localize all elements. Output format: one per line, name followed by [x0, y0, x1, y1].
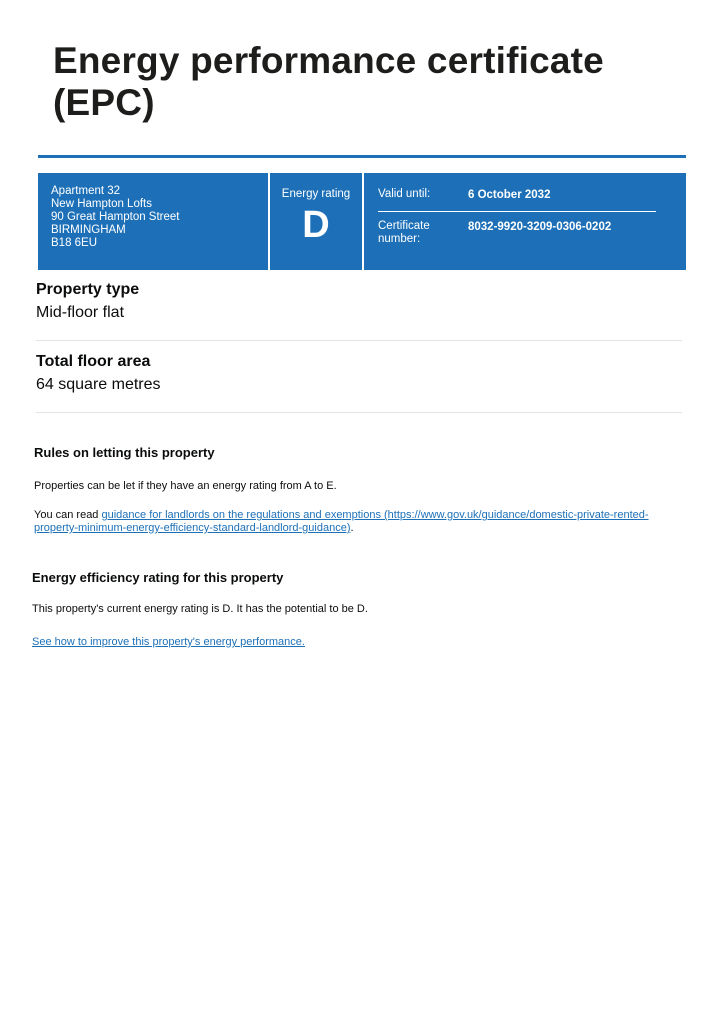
floor-area-value: 64 square metres	[36, 376, 161, 393]
floor-area-heading: Total floor area	[36, 353, 151, 370]
efficiency-rating-text: This property's current energy rating is D. It has the potential to be D.	[32, 603, 368, 615]
address-line-2: New Hampton Lofts	[51, 198, 152, 210]
property-type-value: Mid-floor flat	[36, 304, 125, 321]
energy-rating-label: Energy rating	[281, 188, 351, 200]
landlord-guidance-link[interactable]	[34, 509, 649, 534]
landlord-guidance-link-text: guidance for landlords on the regulations and exemptions	[101, 509, 381, 521]
energy-rating-box	[270, 173, 362, 270]
letting-rules-heading: Rules on letting this property	[34, 445, 215, 460]
letting-rules-text: Properties can be let if they have an energy rating from A to E.	[34, 480, 337, 492]
address-postcode: B18 6EU	[51, 237, 98, 249]
property-type-heading: Property type	[36, 281, 140, 298]
title-divider	[38, 155, 686, 158]
address-line-1: Apartment 32	[51, 185, 121, 197]
valid-until-label: Valid until:	[378, 188, 431, 200]
landlord-guidance-url-line-2: property-minimum-energy-efficiency-standard-landlord-guidance)	[34, 522, 351, 534]
epc-summary-banner	[38, 173, 686, 270]
section-divider	[36, 340, 682, 341]
landlord-guidance-suffix: .	[350, 522, 354, 534]
improve-energy-performance-link[interactable]: See how to improve this property's energy performance.	[32, 636, 305, 648]
section-divider	[36, 412, 682, 413]
certificate-number-value: 8032-9920-3209-0306-0202	[468, 221, 612, 233]
landlord-guidance-prefix: You can read	[34, 509, 102, 521]
landlord-guidance-url-line-1: (https://www.gov.uk/guidance/domestic-private-rented-	[380, 509, 649, 521]
valid-until-value: 6 October 2032	[468, 189, 551, 201]
energy-rating-letter: D	[302, 204, 330, 246]
certificate-number-label-1: Certificate	[378, 220, 430, 232]
landlord-guidance-paragraph	[34, 509, 684, 535]
property-address	[38, 173, 268, 270]
certificate-details-divider	[378, 211, 656, 212]
address-town: BIRMINGHAM	[51, 224, 126, 236]
address-line-3: 90 Great Hampton Street	[51, 211, 180, 223]
page-title: Energy performance certificate (EPC)	[53, 40, 604, 123]
certificate-number-label-2: number:	[378, 233, 421, 245]
efficiency-rating-heading: Energy efficiency rating for this property	[32, 570, 284, 585]
certificate-details	[364, 173, 686, 270]
